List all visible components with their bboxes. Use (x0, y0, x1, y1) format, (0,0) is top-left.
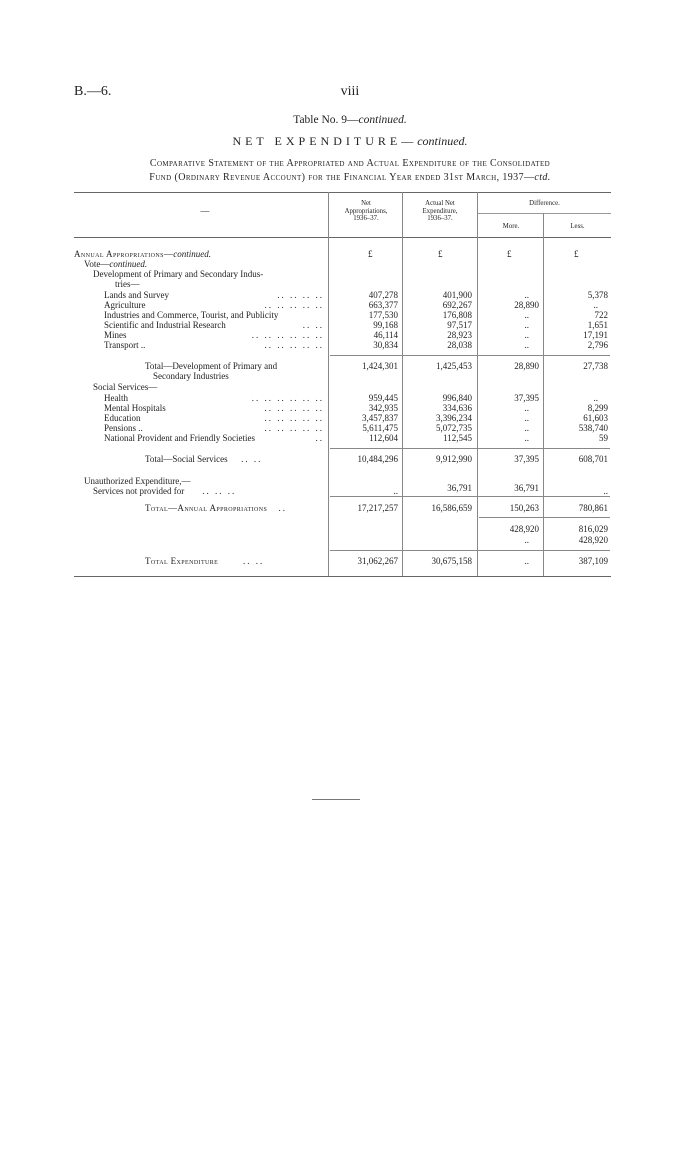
currency-actual: £ (438, 249, 443, 259)
row-more: .. (524, 423, 529, 433)
offset-less-2: 428,920 (578, 535, 608, 545)
social-services-heading: Social Services— (93, 382, 158, 392)
total-development-label-cont: Secondary Industries (153, 371, 229, 381)
difference-header: Difference. (529, 200, 560, 207)
unauthorized-less: .. (603, 486, 608, 496)
offset-less-1: 816,029 (578, 524, 608, 534)
row-actual: 334,636 (442, 403, 472, 413)
row-label: Agriculture .. .. .. .. .. (104, 300, 324, 310)
total-annual-less: 780,861 (578, 503, 608, 513)
total-development-less: 27,738 (583, 361, 608, 371)
row-actual: 97,517 (447, 320, 472, 330)
total-expenditure-label: Total Expenditure .. .. (145, 556, 265, 566)
row-less: .. (593, 393, 598, 403)
total-social-approp: 10,484,296 (357, 454, 398, 464)
currency-more: £ (507, 249, 512, 259)
row-actual: 692,267 (442, 300, 472, 310)
row-label: Industries and Commerce, Tourist, and Publicity (104, 310, 279, 320)
net-expenditure-title: NET EXPENDITURE—continued. (232, 134, 468, 148)
total-expenditure-less: 387,109 (578, 556, 608, 566)
total-social-actual: 9,912,990 (436, 454, 472, 464)
row-label: Education .. .. .. .. .. (104, 413, 324, 423)
row-actual: 28,923 (447, 330, 472, 340)
more-header: More. (502, 223, 520, 230)
total-development-label: Total—Development of Primary and (145, 361, 278, 371)
row-approp: 342,935 (368, 403, 398, 413)
row-label: Mines .. .. .. .. .. .. (104, 330, 324, 340)
statement-title: Comparative Statement of the Appropriated and Actual Expenditure of the Consolidated Fund (Ordinary Revenue Account) for the Financial Year ended 31st March, 1937—ctd. (149, 158, 551, 183)
row-actual: 401,900 (442, 290, 472, 300)
unauthorized-actual: 36,791 (447, 483, 472, 493)
row-more: .. (524, 290, 529, 300)
row-approp: 407,278 (368, 290, 398, 300)
row-approp: 177,530 (368, 310, 398, 320)
table-title: Table No. 9—continued. (293, 114, 407, 126)
page-end-rule (312, 799, 360, 800)
row-less: 61,603 (583, 413, 608, 423)
row-approp: 663,377 (368, 300, 398, 310)
development-heading-cont: tries— (115, 279, 140, 289)
total-expenditure-approp: 31,062,267 (357, 556, 398, 566)
offset-more-2: .. (524, 535, 529, 545)
row-label: Mental Hospitals .. .. .. .. .. (104, 403, 324, 413)
row-actual: 996,840 (442, 393, 472, 403)
row-more: .. (524, 433, 529, 443)
total-development-actual: 1,425,453 (436, 361, 472, 371)
row-label: Pensions .. .. .. .. .. .. (104, 423, 324, 433)
row-less: 8,299 (587, 403, 608, 413)
row-approp: 99,168 (373, 320, 398, 330)
total-development-more: 28,890 (514, 361, 539, 371)
row-more: 37,395 (514, 393, 539, 403)
row-approp: 30,834 (373, 340, 398, 350)
row-actual: 3,396,234 (436, 413, 472, 423)
total-social-more: 37,395 (514, 454, 539, 464)
row-approp: 112,604 (369, 433, 398, 443)
total-annual-more: 150,263 (509, 503, 539, 513)
row-less: 722 (594, 310, 608, 320)
row-actual: 5,072,735 (436, 423, 472, 433)
total-social-less: 608,701 (578, 454, 608, 464)
row-less: 59 (599, 433, 608, 443)
currency-less: £ (574, 249, 579, 259)
row-label: National Provident and Friendly Societies .. (104, 433, 324, 443)
unauthorized-more: 36,791 (514, 483, 539, 493)
row-approp: 46,114 (373, 330, 398, 340)
row-actual: 28,038 (447, 340, 472, 350)
annual-appropriations-heading: Annual Appropriations—continued. (74, 249, 211, 259)
row-approp: 5,611,475 (362, 423, 398, 433)
row-label: Health .. .. .. .. .. .. (104, 393, 324, 403)
row-more: 28,890 (514, 300, 539, 310)
row-less: 5,378 (587, 290, 608, 300)
total-social-label: Total—Social Services .. .. (145, 454, 263, 464)
row-approp: 3,457,837 (362, 413, 398, 423)
row-less: 2,796 (587, 340, 608, 350)
less-header: Less. (570, 223, 585, 230)
unauthorized-heading: Unauthorized Expenditure,— (84, 476, 191, 486)
vote-heading: Vote—continued. (84, 259, 148, 269)
total-annual-approp: 17,217,257 (357, 503, 398, 513)
row-more: .. (524, 320, 529, 330)
row-label: Transport .. .. .. .. .. .. (104, 340, 324, 350)
unauthorized-approp: .. (393, 486, 398, 496)
total-annual-actual: 16,586,659 (431, 503, 472, 513)
net-appropriations-header: Net Appropriations, 1936–37. (344, 200, 388, 222)
row-more: .. (524, 340, 529, 350)
row-less: 17,191 (583, 330, 608, 340)
row-more: .. (524, 413, 529, 423)
unauthorized-label: Services not provided for .. .. .. (93, 486, 237, 496)
row-less: .. (593, 300, 598, 310)
row-approp: 959,445 (368, 393, 398, 403)
row-label: Scientific and Industrial Research .. .. (104, 320, 324, 330)
total-expenditure-actual: 30,675,158 (431, 556, 472, 566)
actual-net-expenditure-header: Actual Net Expenditure, 1936–37. (422, 200, 458, 222)
row-label: Lands and Survey .. .. .. .. (104, 290, 324, 300)
row-less: 538,740 (578, 423, 608, 433)
row-actual: 176,808 (442, 310, 472, 320)
description-column-header: — (200, 206, 210, 216)
row-more: .. (524, 403, 529, 413)
total-annual-label: Total—Annual Appropriations .. (145, 503, 287, 513)
document-reference: B.—6. (74, 84, 112, 99)
row-more: .. (524, 310, 529, 320)
total-expenditure-more: .. (524, 556, 529, 566)
currency-approp: £ (368, 249, 373, 259)
page-number: viii (340, 84, 360, 99)
total-development-approp: 1,424,301 (362, 361, 398, 371)
row-more: .. (524, 330, 529, 340)
offset-more-1: 428,920 (509, 524, 539, 534)
row-less: 1,651 (587, 320, 608, 330)
row-actual: 112,545 (443, 433, 472, 443)
development-heading: Development of Primary and Secondary Indus- (93, 269, 264, 279)
